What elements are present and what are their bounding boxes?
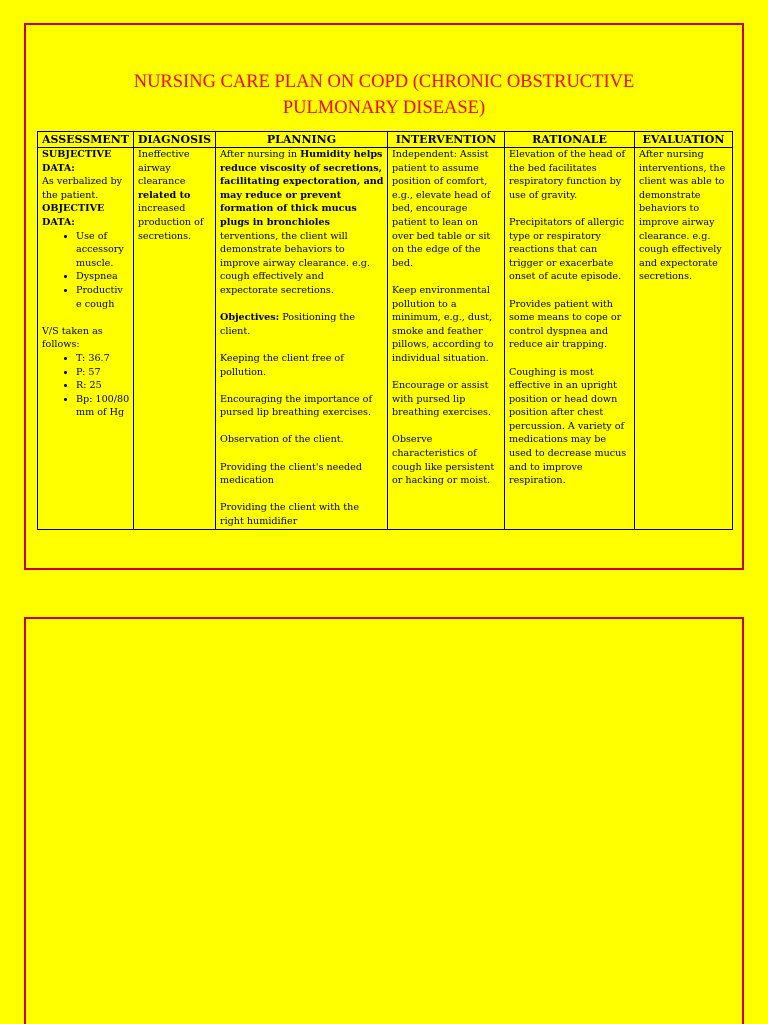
table-row [38,148,733,530]
list-item: • P: 57 [76,366,130,380]
subjective-text: As verbalized by the patient. [42,176,123,201]
vs-label: V/S taken as follows: [42,325,103,351]
evaluation-text: After nursing interventions, the client was able to demonstrate behaviors to improve airway clearance. e.g. cough effectively and expectorate secretions. [639,149,726,283]
list-item: Encouraging the importance of pursed lip breathing exercises. [220,393,373,419]
list-item: Providing the client's needed medication [220,461,362,487]
title-line-2: PULMONARY DISEASE) [282,98,486,118]
header-evaluation: EVALUATION [635,132,733,148]
planning-intro-bold: Humidity helps reduce viscosity of secretions, facilitating expectoration, and may reduce or prevent formation of thick mucus plugs in bronchioles [220,149,384,228]
planning-cell [216,148,388,530]
list-item: Keeping the client free of pollution. [220,352,344,378]
list-item: • Bp: 100/80 mm of Hg [76,393,130,420]
page-frame-2 [24,617,744,1024]
list-item: • Use of accessory muscle. [76,230,130,271]
page-title [26,69,742,121]
list-item: Keep environmental pollution to a minimum, e.g., dust, smoke and feather pillows, according to individual situation. [392,284,494,364]
header-diagnosis: DIAGNOSIS [134,132,216,148]
list-item: Provides patient with some means to cope or control dyspnea and reduce air trapping. [509,298,622,351]
list-item: Independent: Assist patient to assume position of comfort, e.g., elevate head of bed, encourage patient to lean on over bed table or sit on the edge of the bed. [392,149,491,269]
intervention-cell [388,148,505,530]
page-frame-1 [24,23,744,570]
objectives-text: Positioning the client. [220,312,356,337]
header-planning: PLANNING [216,132,388,148]
planning-intro: After nursing in [220,149,301,160]
list-item: Observe characteristics of cough like persistent or hacking or moist. [392,434,495,487]
planning-intro-rest: terventions, the client will demonstrate behaviors to improve airway clearance. e.g. cough effectively and expectorate secretions. [220,230,370,296]
list-item: Providing the client with the right humidifier [220,502,359,528]
evaluation-cell [635,148,733,530]
subjective-label: SUBJECTIVE DATA: [42,149,112,174]
list-item: Precipitators of allergic type or respiratory reactions that can trigger or exacerbate onset of acute episode. [509,216,625,283]
rationale-cell [505,148,635,530]
list-item: • R: 25 [76,379,130,393]
header-rationale: RATIONALE [505,132,635,148]
list-item: Coughing is most effective in an upright position or head down position after chest percussion. A variety of medications may be used to decrease mucus and to improve respiration. [509,366,627,487]
header-assessment: ASSESSMENT [38,132,134,148]
list-item: Encourage or assist with pursed lip breathing exercises. [392,380,491,419]
header-intervention: INTERVENTION [388,132,505,148]
list-item: Observation of the client. [220,434,344,446]
care-plan-table [37,131,733,530]
list-item: • T: 36.7 [76,352,130,366]
list-item: • Dyspnea [76,270,130,284]
title-line-1: NURSING CARE PLAN ON COPD (CHRONIC OBSTRUCTIVE [133,72,635,92]
objectives-label: Objectives: [220,312,280,324]
diagnosis-text: Ineffective airway clearance [138,149,190,188]
table-header-row [38,132,733,148]
list-item: • Productiv e cough [76,284,130,311]
objective-label: OBJECTIVE DATA: [42,203,105,228]
vital-signs-list [42,352,130,420]
assessment-cell [38,148,134,530]
objective-list [42,230,130,312]
diagnosis-cell [134,148,216,530]
diagnosis-text-end: increased production of secretions. [138,203,204,242]
list-item: Elevation of the head of the bed facilitates respiratory function by use of gravity. [509,149,626,201]
diagnosis-related-to: related to [138,189,191,201]
